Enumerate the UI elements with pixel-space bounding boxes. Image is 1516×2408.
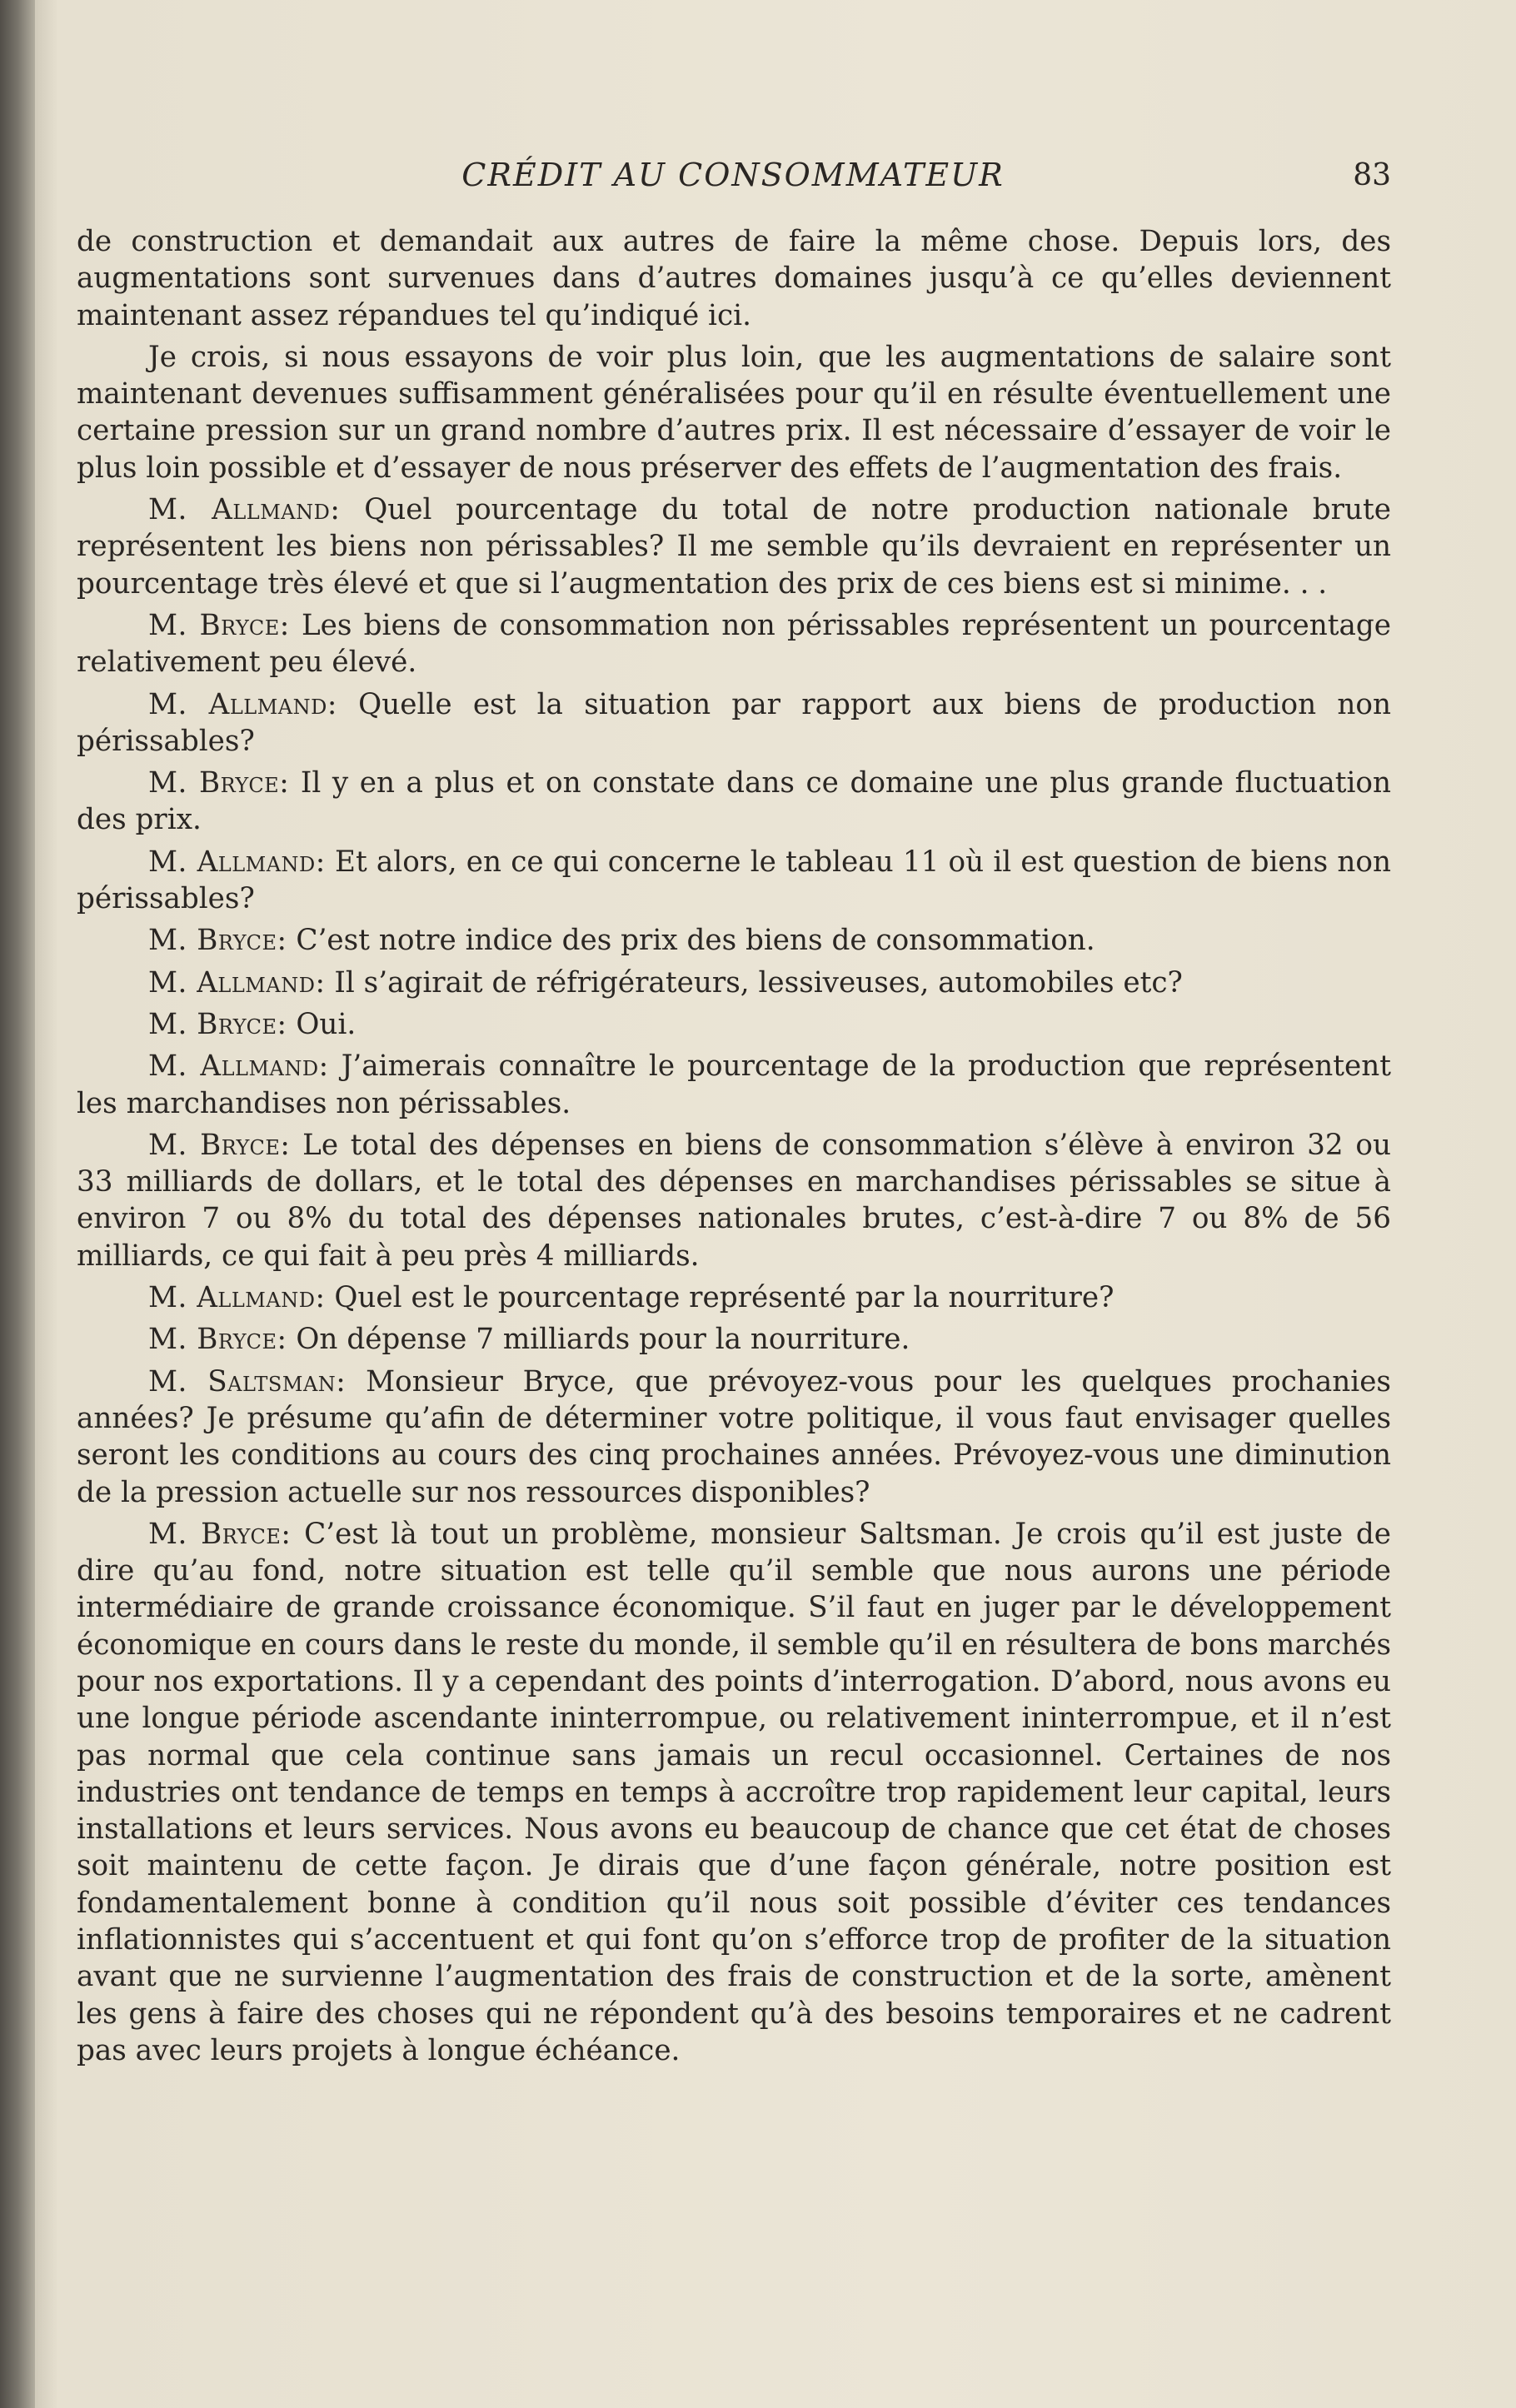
paragraph [77,765,1391,839]
speaker-name: M. Bryce: [148,1007,287,1041]
speaker-name: M. Bryce: [148,924,287,958]
paragraph [77,223,1391,334]
paragraph-text: On dépense 7 milliards pour la nourriture. [296,1323,910,1357]
speaker-name: M. Bryce: [148,1517,292,1551]
speaker-name: M. Bryce: [148,766,290,800]
paragraph-text: Quelle est la situation par rapport aux biens de production non périssables? [77,687,1391,758]
page-number: 83 [1353,158,1391,192]
paragraph-text: Monsieur Bryce, que prévoyez-vous pour les quelques prochanies années? Je présume qu’afin de déterminer votre politique, il vous faut envisager quelles seront les conditions au cours des cinq prochaines années. Prévoyez-vous une diminution de la pression actuelle sur nos ressources disponibles? [77,1364,1391,1509]
paragraph-text: de construction et demandait aux autres de faire la même chose. Depuis lors, des augmentations sont survenues dans d’autres domaines jusqu’à ce qu’elles deviennent maintenant assez répandues tel qu’indiqué ici. [77,225,1391,332]
paragraph-text: Oui. [296,1007,357,1041]
paragraph [77,339,1391,486]
speaker-name: M. Bryce: [148,1128,291,1162]
paragraph-text: Je crois, si nous essayons de voir plus loin, que les augmentations de salaire sont maintenant devenues suffisamment généralisées pour qu’il en résulte éventuellement une certaine pression sur un grand nombre d’autres prix. Il est nécessaire d’essayer de voir le plus loin possible et d’essayer de nous préserver des effets de l’augmentation des frais. [77,340,1391,485]
paragraph-text: J’aimerais connaître le pourcentage de la production que représentent les marchandises non périssables. [77,1049,1391,1120]
paragraph [77,607,1391,681]
running-header [75,157,1391,198]
book-spine-shadow [0,0,35,2408]
paragraph-text: Le total des dépenses en biens de consommation s’élève à environ 32 ou 33 milliards de dollars, et le total des dépenses en marchandises périssables se situe à environ 7 ou 8% du total des dépenses nationales brutes, c’est-à-dire 7 ou 8% de 56 milliards, ce qui fait à peu près 4 milliards. [77,1128,1391,1273]
paragraph [77,965,1391,1001]
paragraph-text: Il s’agirait de réfrigérateurs, lessiveuses, automobiles etc? [334,965,1183,1000]
speaker-name: M. Saltsman: [148,1364,347,1398]
paragraph [77,686,1391,760]
speaker-name: M. Allmand: [148,965,326,1000]
paragraph-text: Il y en a plus et on constate dans ce domaine une plus grande fluctuation des prix. [77,766,1391,837]
speaker-name: M. Allmand: [148,687,337,721]
paragraph [77,1321,1391,1358]
paragraph [77,1364,1391,1511]
paragraph [77,1127,1391,1274]
speaker-name: M. Allmand: [148,1049,329,1084]
speaker-name: M. Allmand: [148,1281,326,1315]
speaker-name: M. Allmand: [148,493,341,527]
paragraph [77,1516,1391,2069]
body-text [77,223,1391,2074]
speaker-name: M. Bryce: [148,1323,287,1357]
speaker-name: M. Allmand: [148,845,326,879]
paragraph [77,844,1391,918]
paragraph-text: Et alors, en ce qui concerne le tableau 11 où il est question de biens non périssables? [77,845,1391,916]
paragraph [77,491,1391,602]
speaker-name: M. Bryce: [148,608,290,642]
paragraph [77,1048,1391,1122]
paragraph-text: Quel est le pourcentage représenté par la nourriture? [334,1281,1115,1315]
running-title: CRÉDIT AU CONSOMMATEUR [461,157,1005,193]
paragraph-text: C’est notre indice des prix des biens de consommation. [296,924,1095,958]
paragraph [77,922,1391,959]
paragraph-text: C’est là tout un problème, monsieur Saltsman. Je crois qu’il est juste de dire qu’au fond, notre situation est telle qu’il semble que nous aurons une période intermédiaire de grande croissance économique. S’il faut en juger par le développement économique en cours dans le reste du monde, il semble qu’il en résultera de bons marchés pour nos exportations. Il y a cependant des points d’interrogation. D’abord, nous avons eu une longue période ascendante ininterrompue, ou relativement ininterrompue, et il n’est pas normal que cela continue sans jamais un recul occasionnel. Certaines de nos industries ont tendance de temps en temps à accroître trop rapidement leur capital, leurs installations et leurs services. Nous avons eu beaucoup de chance que cet état de choses soit maintenu de cette façon. Je dirais que d’une façon générale, notre position est fondamentalement bonne à condition qu’il nous soit possible d’éviter ces tendances inflationnistes qui s’accentuent et qui font qu’on s’efforce trop de profiter de la situation avant que ne survienne l’augmentation des frais de construction et de la sorte, amènent les gens à faire des choses qui ne répondent qu’à des besoins temporaires et ne cadrent pas avec leurs projets à longue échéance. [77,1517,1391,2067]
paragraph-text: Quel pourcentage du total de notre production nationale brute représentent les biens non périssables? Il me semble qu’ils devraient en représenter un pourcentage très élevé et que si l’augmentation des prix de ces biens est si minime. . . [77,493,1391,601]
paragraph [77,1279,1391,1316]
paragraph-text: Les biens de consommation non périssables représentent un pourcentage relativement peu élevé. [77,608,1391,680]
paragraph [77,1006,1391,1043]
